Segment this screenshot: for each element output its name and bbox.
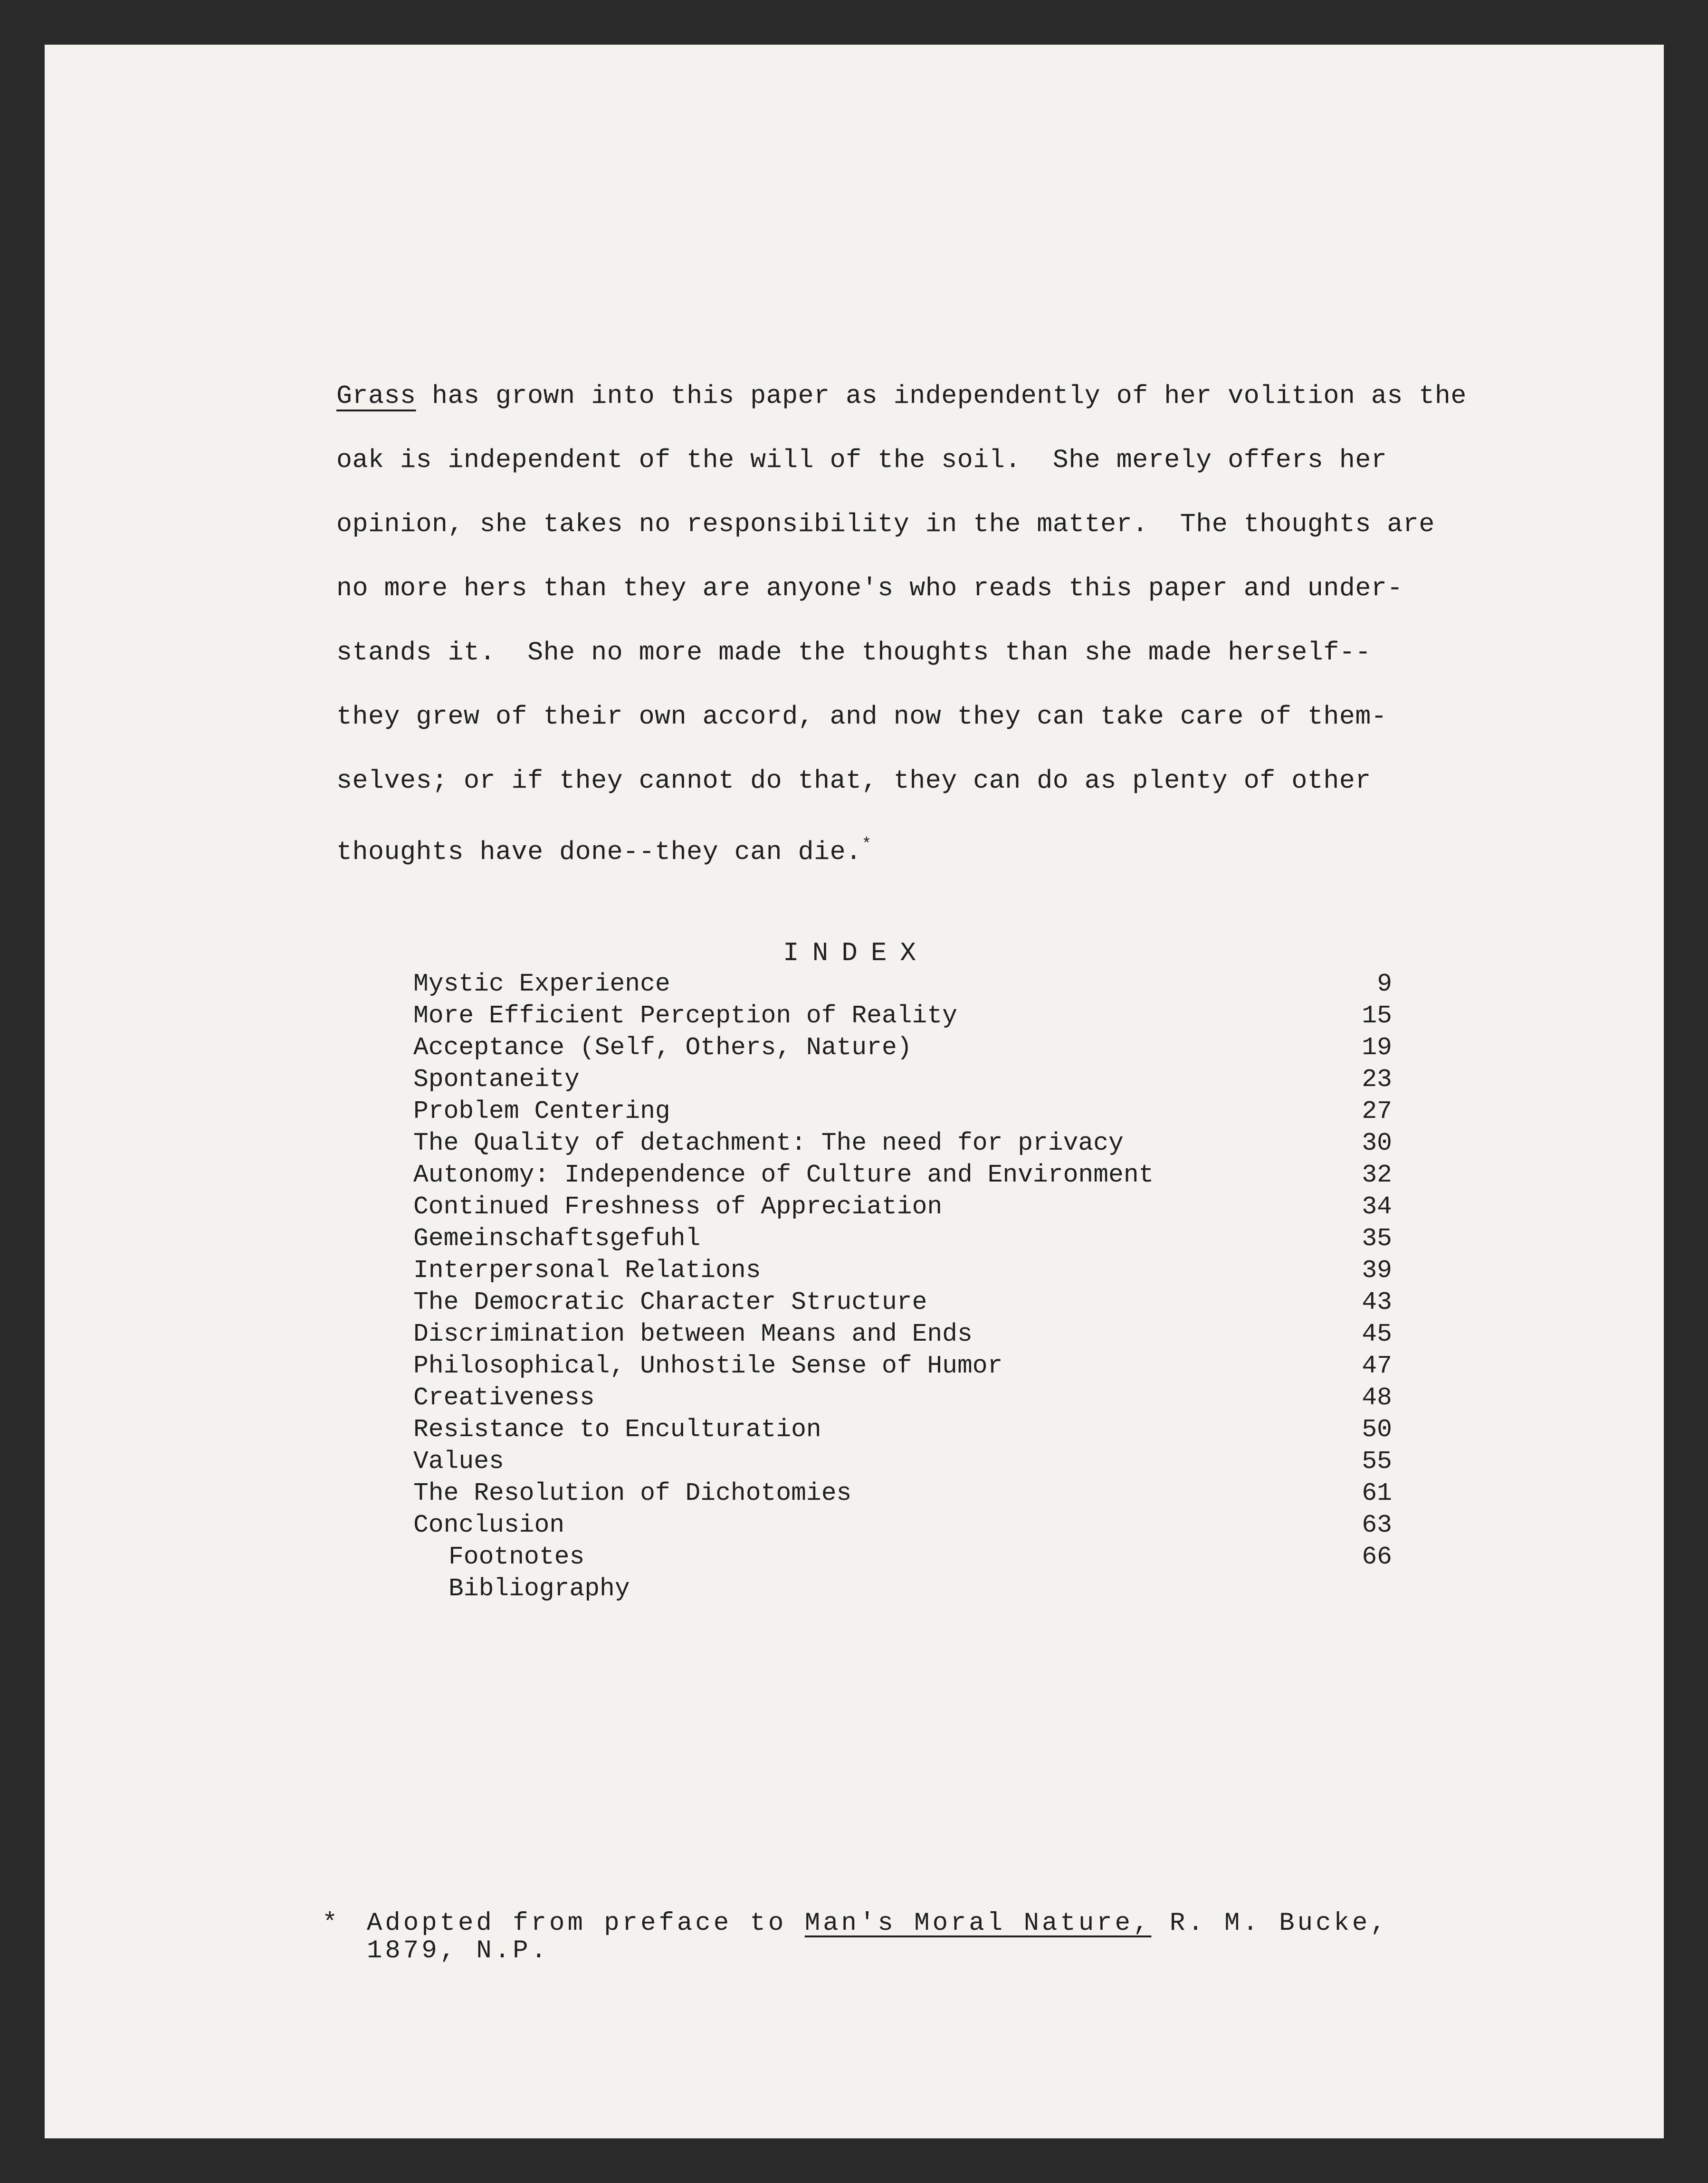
index-entry-page: 30 <box>1362 1129 1392 1157</box>
index-entry-name: Acceptance (Self, Others, Nature) <box>413 1033 912 1062</box>
index-entry <box>413 1478 1392 1509</box>
index-entry-page: 45 <box>1362 1320 1392 1348</box>
index-entry-page: 47 <box>1362 1352 1392 1380</box>
index-entry-name: The Democratic Character Structure <box>413 1288 927 1316</box>
index-entry-name: Continued Freshness of Appreciation <box>413 1192 943 1221</box>
index-entry <box>413 1191 1392 1223</box>
index-entry-page: 9 <box>1377 970 1392 998</box>
index-entry <box>413 1096 1392 1127</box>
document-page <box>45 45 1664 2138</box>
index-entry-name: Mystic Experience <box>413 970 670 998</box>
paragraph-line: they grew of their own accord, and now they can take care of them- <box>336 702 1387 732</box>
footnote-text: 1879, N.P. <box>367 1936 550 1965</box>
footnote-text: R. M. Bucke, <box>1151 1909 1389 1938</box>
index-entry-page: 32 <box>1362 1161 1392 1189</box>
index-entry <box>413 1382 1392 1414</box>
index-entry-page: 15 <box>1362 1001 1392 1030</box>
index-entry-name: More Efficient Perception of Reality <box>413 1001 957 1030</box>
index-entry <box>413 1159 1392 1191</box>
paragraph-line: oak is independent of the will of the soil. She merely offers her <box>336 445 1387 475</box>
index-entry-name: Autonomy: Independence of Culture and Environment <box>413 1161 1154 1189</box>
index-entry-name: Resistance to Enculturation <box>413 1415 821 1444</box>
index-entry-page: 23 <box>1362 1065 1392 1094</box>
index-title: INDEX <box>783 938 930 968</box>
index-entry-page: 48 <box>1362 1383 1392 1412</box>
index-entry <box>413 1573 1392 1605</box>
footnote-book-title: Man's Moral Nature, <box>804 1909 1152 1938</box>
footnote-star: * <box>322 1909 341 1938</box>
index-entry <box>413 1000 1392 1032</box>
index-entry <box>413 1318 1392 1350</box>
footnote-marker: * <box>861 836 872 854</box>
index-entry-page: 43 <box>1362 1288 1392 1316</box>
index-entry-page: 63 <box>1362 1511 1392 1539</box>
index-entry <box>413 1541 1392 1573</box>
paragraph-line-text: thoughts have done--they can die. <box>336 837 862 867</box>
index-entry <box>413 1350 1392 1382</box>
index-entry <box>413 1032 1392 1064</box>
index-entry <box>413 1127 1392 1159</box>
index-entry <box>413 1064 1392 1096</box>
paragraph-line: opinion, she takes no responsibility in the matter. The thoughts are <box>336 509 1435 539</box>
index-entry-page: 55 <box>1362 1447 1392 1476</box>
index-entry-page: 34 <box>1362 1192 1392 1221</box>
index-entry-name: Interpersonal Relations <box>413 1256 761 1285</box>
index-entry <box>413 1255 1392 1287</box>
index-entry <box>413 1414 1392 1446</box>
index-entry-page: 35 <box>1362 1224 1392 1253</box>
footnote <box>322 1910 1510 1965</box>
index-entry <box>413 1509 1392 1541</box>
index-entry-page <box>1349 1573 1392 1605</box>
paragraph-line-text: has grown into this paper as independently of her volition as the <box>416 381 1467 411</box>
index-entry-name: The Resolution of Dichotomies <box>413 1479 852 1507</box>
index-entry <box>413 1446 1392 1478</box>
paragraph-line: stands it. She no more made the thoughts than she made herself-- <box>336 638 1371 667</box>
paragraph-line <box>336 364 1524 428</box>
footnote-text: Adopted from preface to <box>367 1909 805 1938</box>
paragraph-line: no more hers than they are anyone's who reads this paper and under- <box>336 573 1403 603</box>
index-entry-page: 27 <box>1362 1097 1392 1125</box>
index-entry-name: Discrimination between Means and Ends <box>413 1320 973 1348</box>
index-entry-name: Spontaneity <box>413 1065 580 1094</box>
index-entry-page: 50 <box>1362 1415 1392 1444</box>
index-entry-page: 61 <box>1362 1479 1392 1507</box>
index-entry <box>413 1223 1392 1255</box>
index-entry-name: Footnotes <box>448 1543 585 1571</box>
index-entry-name: Bibliography <box>448 1574 630 1603</box>
index-entry-name: Conclusion <box>413 1511 565 1539</box>
index-entry-name: Problem Centering <box>413 1097 670 1125</box>
footnote-line <box>322 1910 1510 1937</box>
index-entry-name: The Quality of detachment: The need for privacy <box>413 1129 1124 1157</box>
index-entry-name: Values <box>413 1447 504 1476</box>
index-list <box>413 968 1392 1605</box>
index-entry-page: 66 <box>1362 1543 1392 1571</box>
index-entry-name: Gemeinschaftsgefuhl <box>413 1224 701 1253</box>
index-entry-name: Philosophical, Unhostile Sense of Humor <box>413 1352 1003 1380</box>
index-entry-page: 19 <box>1362 1033 1392 1062</box>
footnote-line <box>322 1937 1510 1965</box>
index-entry-page: 39 <box>1362 1256 1392 1285</box>
body-paragraph <box>336 364 1524 884</box>
index-entry <box>413 1287 1392 1318</box>
index-entry <box>413 968 1392 1000</box>
paragraph-line: selves; or if they cannot do that, they can do as plenty of other <box>336 766 1371 796</box>
book-title: Grass <box>336 381 416 411</box>
index-entry-name: Creativeness <box>413 1383 595 1412</box>
paragraph-line <box>336 813 1524 884</box>
